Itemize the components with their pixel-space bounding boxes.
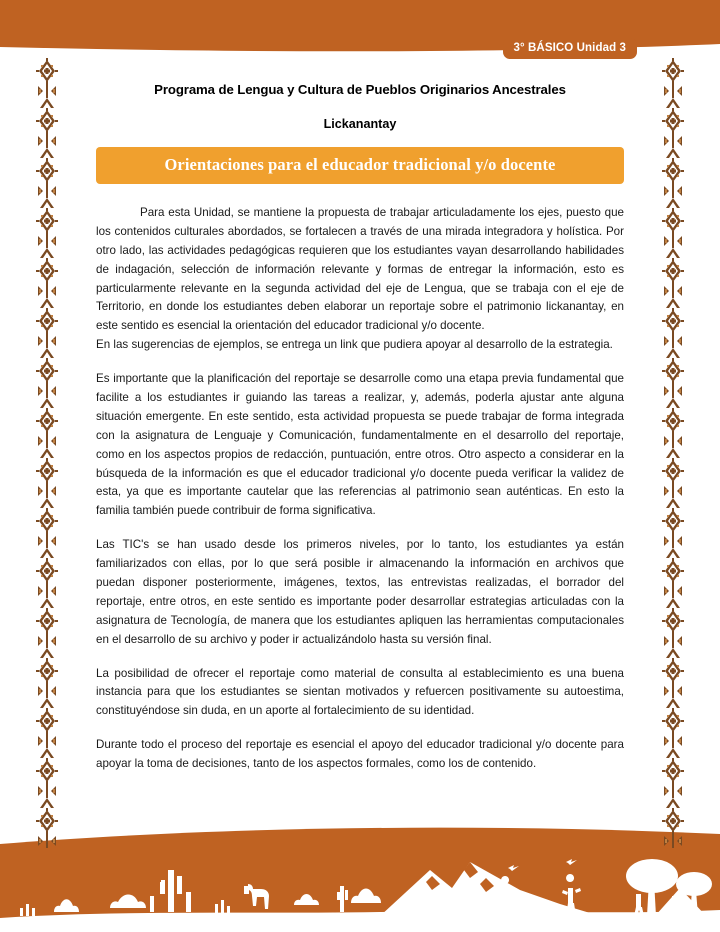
section-banner-title: Orientaciones para el educador tradicional y/o docente bbox=[164, 155, 556, 174]
paragraph-2: En las sugerencias de ejemplos, se entrega un link que pudiera apoyar al desarrollo de la estrategia. bbox=[96, 338, 613, 352]
left-ornament-border bbox=[32, 58, 62, 848]
unit-badge: 3° BÁSICO Unidad 3 bbox=[503, 38, 637, 59]
paragraph-5: La posibilidad de ofrecer el reportaje como material de consulta al establecimiento es una buena instancia para que los estudiantes se sientan motivados y refuercen positivamente su autoestima, constituyéndose sin duda, en un aporte al fortalecimiento de su identidad. bbox=[96, 666, 624, 718]
paragraph-6: Durante todo el proceso del reportaje es esencial el apoyo del educador tradicional y/o docente para apoyar la toma de decisiones, tanto de los aspectos formales, como los de contenido. bbox=[96, 738, 624, 771]
document-content bbox=[96, 82, 624, 789]
bottom-landscape-illustration bbox=[0, 822, 720, 932]
page-title: Programa de Lengua y Cultura de Pueblos Originarios Ancestrales bbox=[154, 82, 566, 97]
paragraph-4: Las TIC's se han usado desde los primeros niveles, por lo tanto, los estudiantes ya están familiarizados con ellas, por lo que será posible ir almacenando la información en archivos que puedan disponer posteriormente, imágenes, textos, las entrevistas realizadas, el borrador del reportaje, entre otros, en este sentido es importante poder desarrollar estrategias articuladas con la asignatura de Tecnología, de manera que los estudiantes apliquen las herramientas computacionales en el desarrollo de su archivo y poder ir actualizándolo hasta su versión final. bbox=[96, 538, 624, 646]
section-banner bbox=[96, 147, 624, 184]
language-subtitle: Lickanantay bbox=[323, 117, 397, 131]
paragraph-3: Es importante que la planificación del reportaje se desarrolle como una etapa previa fundamental que facilite a los estudiantes ir guiando las tareas a realizar, y, además, poderla ajustar ante alguna situación emergente. En este sentido, esta actividad propuesta se puede trabajar de forma integrada con la asignatura de Lenguaje y Comunicación, fundamentalmente en el desarrollo del reportaje, como en los aspectos propios de redacción, puntuación, entre otros. Otro aspecto a considerar en la búsqueda de la información es que el educador tradicional y/o docente pueda verificar la validez de esta, ya que es importante cautelar que las referencias al patrimonio sean auténticas. En esto la familia también puede contribuir de forma significativa. bbox=[96, 372, 624, 518]
right-ornament-border bbox=[658, 58, 688, 848]
paragraph-1: Para esta Unidad, se mantiene la propuesta de trabajar articuladamente los ejes, puesto que los contenidos culturales abordados, se fortalecen a través de una mirada integradora y holística. Por otro lado, las actividades pedagógicas requieren que los estudiantes vayan desarrollando habilidades de indagación, selección de información relevante y formas de entregar la información, esto es particularmente relevante en la segunda actividad del eje de Lengua, que se trabaja con el eje de Territorio, en donde los estudiantes deben elaborar un reportaje sobre el patrimonio lickanantay, en este sentido es esencial la orientación del educador tradicional y/o docente. bbox=[96, 206, 624, 333]
